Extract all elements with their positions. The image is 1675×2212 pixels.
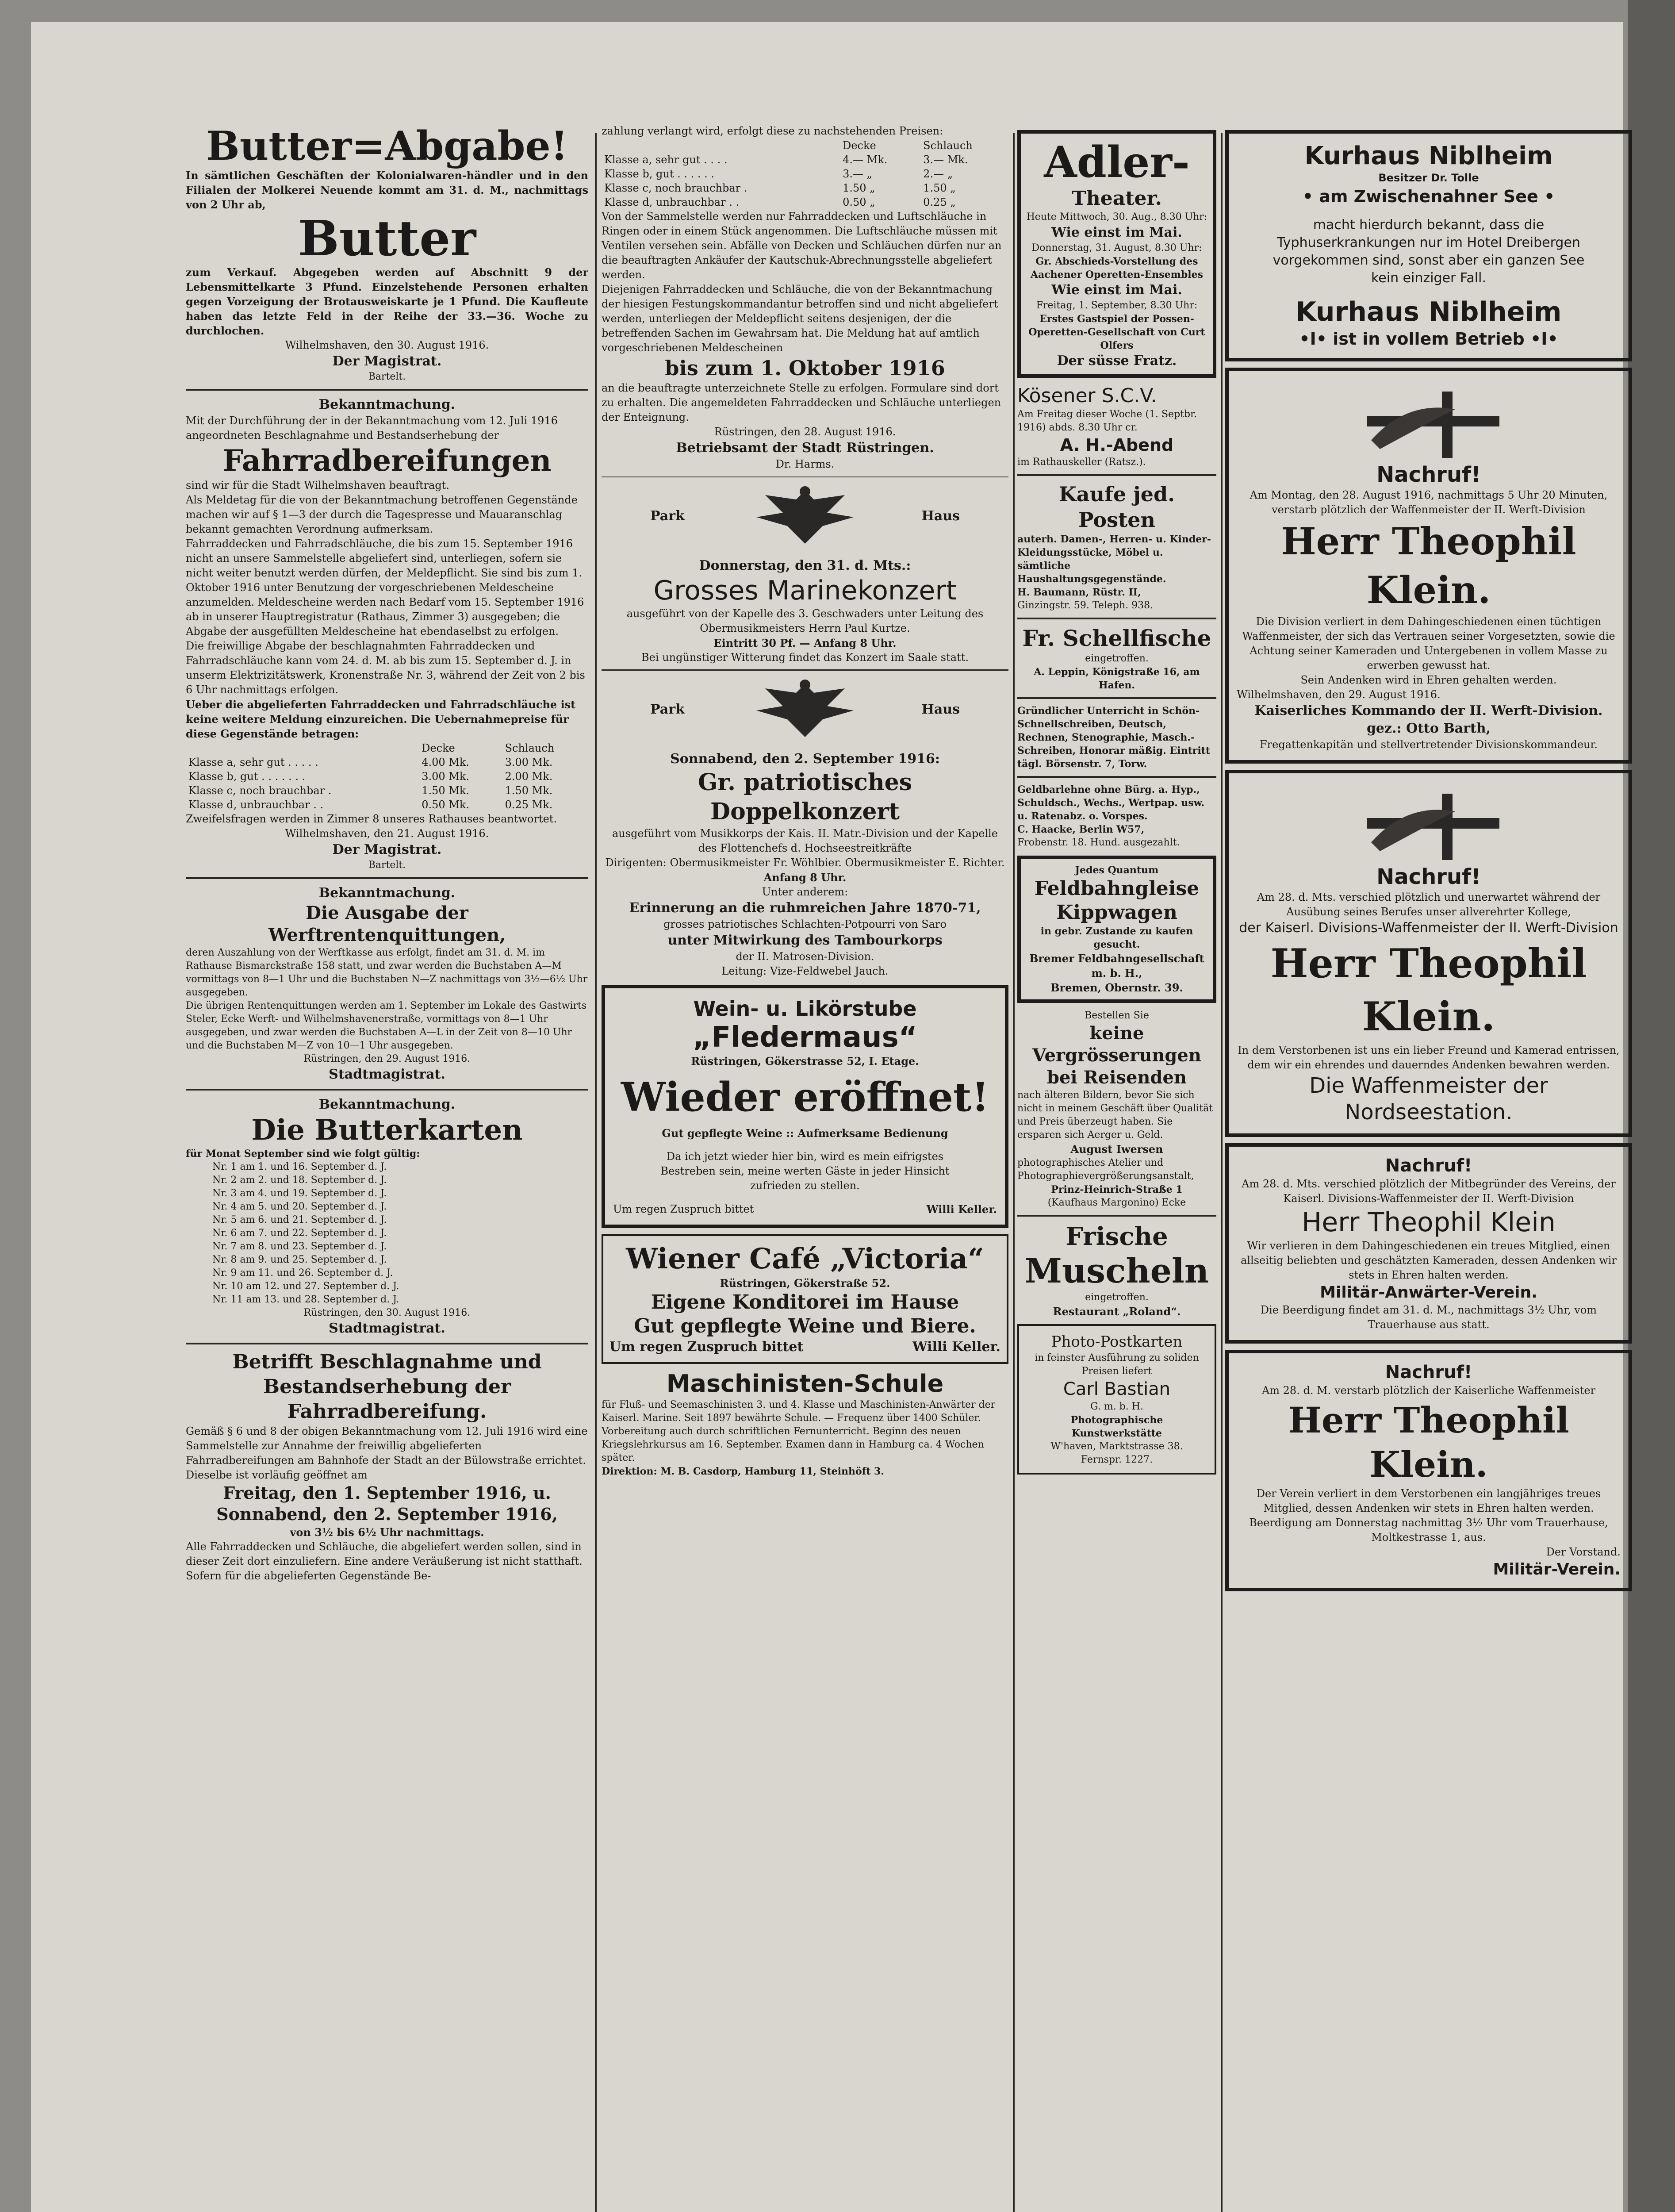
kurhaus-p1: Besitzer Dr. Tolle: [1378, 172, 1479, 184]
vergr-p3: Prinz-Heinrich-Straße 1: [1051, 1184, 1183, 1195]
nachruf-1: [1225, 368, 1632, 764]
adler-t2: Theater.: [1071, 187, 1162, 210]
table-row: Klasse d, unbrauchbar . . 0.50 „ 0.25 „: [604, 196, 956, 208]
butter-intro: In sämtlichen Geschäften der Kolonialwaren-händler und in den Filialen der Molkerei Neuende kommt am 31. d. M., nachmittags von 2 Uhr ab,: [186, 169, 588, 211]
list-item: Nr. 10 am 12. und 27. September d. J.: [212, 1281, 399, 1292]
n4-p3: Beerdigung am Donnerstag nachmittag 3½ Uhr vom Trauerhause, Moltkestrasse 1, aus.: [1249, 1517, 1608, 1544]
butter-date: Wilhelmshaven, den 30. August 1916.: [285, 339, 489, 351]
adler-l6: Freitag, 1. September, 8.30 Uhr:: [1036, 300, 1198, 311]
kurhaus-ad: [1225, 130, 1632, 361]
haus-label: Haus: [921, 702, 960, 717]
fledermaus-p2: Da ich jetzt wieder hier bin, wird es mein eifrigstes Bestreben sein, meine werten Gäste in jeder Hinsicht zufrieden zu stellen.: [660, 1150, 950, 1192]
butter-signature: Der Magistrat.: [332, 353, 442, 369]
cont-p1: zahlung verlangt wird, erfolgt diese zu nachstehenden Preisen:: [602, 125, 943, 137]
n3-p3: Die Beerdigung findet am 31. d. M., nachmittags 3½ Uhr, vom Trauerhause aus statt.: [1260, 1304, 1597, 1331]
kaufe-ad: [1017, 481, 1216, 612]
geld-p1: Geldbarlehne ohne Bürg. a. Hyp., Schuldsch., Wechs., Wertpap. usw. u. Ratenabz. o. Vorspes.: [1017, 784, 1205, 822]
park1-p2: Eintritt 30 Pf. — Anfang 8 Uhr.: [713, 637, 897, 649]
fahrrad-price-table: Decke Schlauch Klasse a, sehr gut . . . . . 4.00 Mk. 3.00 Mk. Klasse b, gut . . . . . . . 3.00 Mk. 2.00 Mk. Klasse c, noch brauchbar . 1.50 Mk. 1.50 Mk. Klasse d, unbrauchbar . . 0.50 Mk. 0.25 Mk.: [186, 741, 588, 812]
fledermaus-p1: Gut gepflegte Weine :: Aufmerksame Bedienung: [662, 1127, 948, 1140]
photo-t1: Photo-Postkarten: [1051, 1333, 1183, 1351]
table-row: Klasse c, noch brauchbar . 1.50 „ 1.50 „: [604, 182, 956, 194]
unterricht-p1: Gründlicher Unterricht in Schön-Schnellschreiben, Deutsch, Rechnen, Stenographie, Masch.-Schreiben, Honorar mäßig. Eintritt tägl. Börsenstr. 7, Torw.: [1017, 705, 1211, 770]
park2-p7: unter Mitwirkung des Tambourkorps: [667, 933, 943, 948]
parkhaus-ad-1: [602, 482, 1008, 665]
muscheln-p2: Restaurant „Roland“.: [1053, 1305, 1181, 1318]
eagle-icon: [739, 675, 871, 741]
feld-t2: Kippwagen: [1056, 901, 1177, 924]
schell-p1: eingetroffen.: [1085, 653, 1149, 664]
parkhaus-ad-2: [602, 675, 1008, 979]
cont-p4: an die beauftragte unterzeichnete Stelle zu erfolgen. Formulare sind dort zu erhalten. Die angemeldeten Fahrraddecken und Schläuche unterliegen der Enteignung.: [602, 382, 1001, 423]
park2-p5: Erinnerung an die ruhmreichen Jahre 1870-71,: [629, 900, 981, 916]
adler-l8: Der süsse Fratz.: [1057, 353, 1177, 369]
muscheln-ad: [1017, 1222, 1216, 1319]
fahrrad-head: Bekanntmachung.: [318, 397, 456, 412]
victoria-p2: Gut gepflegte Weine und Biere.: [634, 1315, 976, 1337]
n2-head: Nachruf!: [1376, 864, 1481, 889]
fledermaus-p3: Um regen Zuspruch bittet: [613, 1203, 754, 1215]
koesener-p1: Am Freitag dieser Woche (1. Septbr. 1916) abds. 8.30 Uhr cr.: [1017, 409, 1197, 433]
kurhaus-p2: • am Zwischenahner See •: [1302, 187, 1555, 206]
n3-p1: Am 28. d. Mts. verschied plötzlich der Mitbegründer des Vereins, der Kaiserl. Divisions-Waffenmeister der II. Werft-Division: [1242, 1178, 1616, 1205]
karten-signature: Stadtmagistrat.: [329, 1321, 445, 1336]
list-item: Nr. 11 am 13. und 28. September d. J.: [212, 1294, 399, 1305]
adler-t1: Adler-: [1044, 137, 1190, 187]
fahrrad-p5: Die freiwillige Abgabe der beschlagnahmten Fahrraddecken und Fahrradschläuche kann vom 24. d. M. ab bis zum 15. September d. J. in unserm Elektrizitätswerk, Kronenstraße Nr. 3, während der Zeit von 2 bis 6 Uhr nachmittags erfolgen.: [186, 640, 585, 696]
vergr-p1: nach älteren Bildern, bevor Sie sich nicht in meinem Geschäft über Qualität und Preis überzeugt haben. Sie ersparen sich Aerger u. Geld.: [1017, 1090, 1213, 1141]
werft-p1: deren Auszahlung von der Werftkasse aus erfolgt, findet am 31. d. M. im Rathause Bismarckstraße 158 statt, und zwar werden die Buchstaben A—M vormittags von 8—1 Uhr und die Buchstaben N—Z nachmittags von 3½—6½ Uhr ausgegeben.: [186, 947, 588, 998]
n1-date: Wilhelmshaven, den 29. August 1916.: [1237, 688, 1441, 701]
cont-price-table: Decke Schlauch Klasse a, sehr gut . . . . 4.— Mk. 3.— Mk. Klasse b, gut . . . . . . 3.— „ 2.— „ Klasse c, noch brauchbar . 1.50 „ 1.50 „ Klasse d, unbrauchbar . . 0.50 „ 0.25 „: [602, 138, 1008, 209]
photo-postkarten-ad: [1017, 1324, 1216, 1475]
eagle-emblem: [602, 675, 1008, 750]
kaufe-p1: auterh. Damen-, Herren- u. Kinder-Kleidungsstücke, Möbel u. sämtliche Haushaltungsgegenstände.: [1017, 534, 1211, 585]
kaufe-title: Kaufe jed. Posten: [1058, 482, 1175, 532]
adler-l1: Heute Mittwoch, 30. Aug., 8.30 Uhr:: [1026, 211, 1207, 223]
park1-date: Donnerstag, den 31. d. Mts.:: [699, 558, 911, 573]
fledermaus-name: Willi Keller.: [926, 1203, 997, 1216]
fledermaus-t1: Wein- u. Likörstube: [693, 997, 917, 1021]
park2-p2: Dirigenten: Obermusikmeister Fr. Wöhlbier. Obermusikmeister E. Richter.: [605, 856, 1005, 869]
fahrrad-p7: Zweifelsfragen werden in Zimmer 8 unseres Rathauses beantwortet.: [186, 813, 557, 825]
geld-name: C. Haacke, Berlin W57,: [1017, 824, 1145, 835]
vergr-p0: Bestellen Sie: [1085, 1010, 1149, 1021]
page-edge: [1628, 0, 1675, 2212]
column-4: [1225, 124, 1632, 1598]
cont-name: Dr. Harms.: [775, 458, 835, 470]
maschin-title: Maschinisten-Schule: [666, 1370, 944, 1398]
fledermaus-big: Wieder eröffnet!: [621, 1074, 989, 1121]
fahrrad-continuation: [602, 124, 1008, 472]
park2-date: Sonnabend, den 2. September 1916:: [670, 751, 940, 767]
feld-t1: Feldbahngleise: [1034, 877, 1200, 900]
n1-head: Nachruf!: [1376, 462, 1481, 487]
list-item: Nr. 9 am 11. und 26. September d. J.: [212, 1267, 393, 1279]
maschin-p1: für Fluß- und Seemaschinisten 3. und 4. Klasse und Maschinisten-Anwärter der Kaiserl. Marine. Seit 1897 bewährte Schule. — Frequenz über 1400 Schüler. Vorbereitung auch durch schriftlichen Fernunterricht. Beginn des neuen Kriegslehrkursus am 16. September. Examen dann in Hamburg ca. 4 Wochen später.: [602, 1399, 996, 1463]
park2-title: Gr. patriotisches Doppelkonzert: [698, 769, 912, 825]
table-row: Klasse a, sehr gut . . . . . 4.00 Mk. 3.00 Mk.: [188, 756, 553, 768]
werft-title: Die Ausgabe der Werftrentenquittungen,: [268, 902, 506, 945]
geld-ad: [1017, 783, 1216, 849]
column-rule: [595, 133, 597, 2212]
beschlag-p1: Gemäß § 6 und 8 der obigen Bekanntmachung vom 12. Juli 1916 wird eine Sammelstelle zur Annahme der freiwillig abgelieferten Fahrradbereifungen am Bahnhofe der Stadt an der Bülowstraße errichtet. Dieselbe ist vorläufig geöffnet am: [186, 1425, 588, 1481]
feld-p2: Bremer Feldbahngesellschaft m. b. H.,: [1029, 952, 1204, 979]
column-rule: [1221, 133, 1223, 2212]
cont-p2: Von der Sammelstelle werden nur Fahrraddecken und Luftschläuche in Ringen oder in einem Stück angenommen. Die Luftschläuche müssen mit Ventilen versehen sein. Abfälle von Decken und Schläuchen dürfen nur an die beauftragten Ankäufer der Kautschuk-Abrechnungsstelle abgeliefert werden.: [602, 210, 1002, 281]
fledermaus-ad: [602, 985, 1008, 1228]
n2-sig: Die Waffenmeister der Nordseestation.: [1309, 1073, 1548, 1125]
haus-label: Haus: [921, 508, 960, 524]
vergr-t2: bei Reisenden: [1047, 1067, 1187, 1088]
adler-l7: Erstes Gastspiel der Possen-Operetten-Gesellschaft von Curt Olfers: [1028, 313, 1205, 351]
fahrrad-signature: Der Magistrat.: [332, 842, 442, 857]
schell-title: Fr. Schellfische: [1022, 625, 1211, 651]
fahrrad-name: Bartelt.: [368, 860, 406, 871]
table-row: Klasse d, unbrauchbar . . 0.50 Mk. 0.25 Mk.: [188, 799, 553, 811]
butter-body: zum Verkauf. Abgegeben werden auf Abschnitt 9 der Lebensmittelkarte 3 Pfund. Einzelstehende Personen erhalten gegen Vorzeigung der Brotausweiskarte je 1 Pfund. Die Kaufleute haben das letzte Feld in der Reihe der 33.—36. Woche zu durchlochen.: [186, 266, 588, 337]
column-2: [602, 124, 1008, 1478]
fledermaus-t2: „Fledermaus“: [693, 1021, 917, 1054]
koesener-p2: im Rathauskeller (Ratsz.).: [1017, 457, 1146, 468]
kurhaus-p3: macht hierdurch bekannt, dass die Typhuserkrankungen nur im Hotel Dreibergen vorgekommen sind, sonst aber ein ganzen See kein einziger Fall.: [1273, 217, 1585, 286]
victoria-p3: Um regen Zuspruch bittet: [609, 1339, 804, 1355]
cont-date: Rüstringen, den 28. August 1916.: [714, 426, 896, 438]
muscheln-p1: eingetroffen.: [1085, 1292, 1149, 1303]
n2-p3: In dem Verstorbenen ist uns ein lieber Freund und Kamerad entrissen, dem wir ein ehrendes und dauerndes Andenken bewahren werden.: [1238, 1044, 1620, 1071]
list-item: Nr. 7 am 8. und 23. September d. J.: [212, 1241, 387, 1252]
kurhaus-t1: Kurhaus Niblheim: [1304, 142, 1553, 170]
fledermaus-addr: Rüstringen, Gökerstrasse 52, I. Etage.: [691, 1055, 919, 1068]
karten-title: Die Butterkarten: [251, 1114, 523, 1147]
n1-sig: Kaiserliches Kommando der II. Werft-Division.: [1254, 703, 1603, 718]
n4-name: Herr Theophil Klein.: [1288, 1399, 1569, 1485]
werft-signature: Stadtmagistrat.: [329, 1067, 445, 1082]
list-item: Nr. 6 am 7. und 22. September d. J.: [212, 1228, 387, 1239]
n3-p2: Wir verlieren in dem Dahingeschiedenen ein treues Mitglied, einen allseitig beliebten und geschätzten Kameraden, dessen Andenken wir stets in Ehren halten werden.: [1241, 1240, 1617, 1281]
photo-p4: W'haven, Marktstrasse 38.: [1050, 1441, 1183, 1452]
fahrrad-notice: [186, 396, 588, 872]
feld-p0: Jedes Quantum: [1075, 864, 1159, 876]
muscheln-t1: Frische: [1066, 1222, 1168, 1251]
schellfische-ad: [1017, 625, 1216, 692]
victoria-ad: [602, 1234, 1008, 1364]
nachruf-4: [1225, 1350, 1632, 1591]
kurhaus-t2: Kurhaus Niblheim: [1296, 296, 1562, 327]
werft-notice: [186, 884, 588, 1083]
photo-p5: Fernspr. 1227.: [1081, 1454, 1153, 1465]
cross-wreath-icon: [1340, 383, 1517, 458]
cont-p3: Diejenigen Fahrraddecken und Schläuche, die von der Bekanntmachung der hiesigen Festungskommandantur betroffen sind und nicht abgeliefert werden, unterliegen der Meldepflicht seitens desjenigen, der die betreffenden Sachen im Gewahrsam hat. Die Meldung hat auf amtlich vorgeschriebenen Meldescheinen: [602, 283, 998, 354]
victoria-addr: Rüstringen, Gökerstraße 52.: [720, 1277, 890, 1290]
feld-p3: Bremen, Obernstr. 39.: [1050, 981, 1183, 994]
photo-p1: in feinster Ausführung zu soliden Preisen liefert: [1035, 1352, 1199, 1377]
karten-date: Rüstringen, den 30. August 1916.: [303, 1307, 471, 1318]
park2-p9: Leitung: Vize-Feldwebel Jauch.: [721, 965, 889, 977]
butter-name: Bartelt.: [368, 371, 406, 382]
koesener-title: Kösener S.C.V.: [1017, 384, 1157, 407]
n4-head: Nachruf!: [1385, 1362, 1472, 1382]
feldbahn-ad: [1017, 856, 1216, 1003]
adler-l5: Wie einst im Mai.: [1051, 282, 1182, 298]
koesener-ad: [1017, 384, 1216, 469]
cont-big: bis zum 1. Oktober 1916: [665, 356, 945, 380]
feld-p1: in gebr. Zustande zu kaufen gesucht.: [1040, 926, 1193, 950]
beschlag-title: Betrifft Beschlagnahme und Bestandserhebung der Fahrradbereifung.: [232, 1351, 542, 1423]
cont-signature: Betriebsamt der Stadt Rüstringen.: [676, 440, 934, 456]
unterricht-ad: [1017, 704, 1216, 771]
adler-l2: Wie einst im Mai.: [1051, 225, 1182, 240]
column-1: [186, 124, 588, 1583]
park1-p1: ausgeführt von der Kapelle des 3. Geschwaders unter Leitung des Obermusikmeisters Herrn Paul Kurtze.: [626, 607, 984, 634]
n3-sig: Militär-Anwärter-Verein.: [1320, 1283, 1537, 1302]
n4-sig2: Militär-Verein.: [1493, 1560, 1621, 1578]
n1-name: Herr Theophil Klein.: [1281, 519, 1576, 612]
butter-title: Butter=Abgabe!: [206, 124, 568, 169]
werft-p2: Die übrigen Rentenquittungen werden am 1. September im Lokale des Gastwirts Steler, Ecke Werft- und Wilhelmshavenerstraße, vormittags von 8—1 Uhr ausgegeben, und zwar werden die Buchstaben A—L in der Zeit von 8—10 Uhr und die Buchstaben M—Z von 10—1 Uhr ausgegeben.: [186, 1000, 587, 1051]
fahrrad-p3: Als Meldetag für die von der Bekanntmachung betroffenen Gegenstände machen wir auf § 1—3 der durch die Tagespresse und Mauaranschlag bekannt gemachten Verordnung aufmerksam.: [186, 494, 578, 535]
column-3: [1017, 124, 1216, 1480]
list-item: Nr. 4 am 5. und 20. September d. J.: [212, 1201, 387, 1212]
kaufe-name: H. Baumann, Rüstr. II,: [1017, 587, 1141, 598]
list-item: Nr. 2 am 2. und 18. September d. J.: [212, 1175, 387, 1186]
table-row: Klasse b, gut . . . . . . 3.— „ 2.— „: [604, 168, 953, 180]
park2-p4: Unter anderem:: [762, 886, 848, 898]
park1-title: Grosses Marinekonzert: [653, 575, 957, 606]
n1-p1: Am Montag, den 28. August 1916, nachmittags 5 Uhr 20 Minuten, verstarb plötzlich der Waffenmeister der II. Werft-Division: [1250, 489, 1608, 516]
vergr-name: August Iwersen: [1070, 1143, 1163, 1156]
fahrrad-p4: Fahrraddecken und Fahrradschläuche, die bis zum 15. September 1916 nicht an unsere Sammelstelle abgeliefert sind, unterliegen, sofern sie nicht weiter benutzt werden dürfen, der Meldepflicht. Sie sind bis zum 1. Oktober 1916 unter Benutzung der vorgeschriebenen Meldescheine anzumelden. Meldescheine werden nach Bedarf vom 15. September 1916 ab in unserer Hauptregistratur (Rathaus, Zimmer 3) ausgegeben; die Abgabe der ausgefüllten Meldescheine hat ebendaselbst zu erfolgen.: [186, 538, 584, 637]
adler-theater-ad: [1017, 130, 1216, 378]
n4-p1: Am 28. d. M. verstarb plötzlich der Kaiserliche Waffenmeister: [1261, 1384, 1596, 1397]
n4-p2: Der Verein verliert in dem Verstorbenen ein langjähriges treues Mitglied, dessen Andenken wir stets in Ehren halten werden.: [1256, 1487, 1601, 1514]
beschlag-p4: Alle Fahrraddecken und Schläuche, die abgeliefert werden sollen, sind in dieser Zeit dort einzuliefern. Eine andere Veräußerung ist nicht statthaft. Sofern für die abgelieferten Gegenstände Be-: [186, 1540, 583, 1582]
victoria-p1: Eigene Konditorei im Hause: [651, 1291, 959, 1313]
table-row: Klasse b, gut . . . . . . . 3.00 Mk. 2.00 Mk.: [188, 770, 553, 783]
list-item: Nr. 3 am 4. und 19. September d. J.: [212, 1188, 387, 1199]
photo-p3: Photographische Kunstwerkstätte: [1070, 1414, 1163, 1439]
adler-l3: Donnerstag, 31. August, 8.30 Uhr:: [1031, 242, 1202, 253]
werft-head: Bekanntmachung.: [318, 885, 456, 901]
park2-p8: der II. Matrosen-Division.: [736, 950, 874, 963]
vergr-p2: photographisches Atelier und Photographievergrößerungsanstalt,: [1017, 1157, 1194, 1182]
beschlag-p2: Freitag, den 1. September 1916, u. Sonnabend, den 2. September 1916,: [216, 1483, 558, 1524]
n1-p2: Die Division verliert in dem Dahingeschiedenen einen tüchtigen Waffenmeister, der sich das Vertrauen seiner Vorgesetzten, sowie die Achtung seiner Kameraden und Untergebenen in vollem Masse zu erwerben gewusst hat.: [1242, 615, 1615, 672]
photo-name: Carl Bastian: [1063, 1379, 1171, 1399]
koesener-big: A. H.-Abend: [1060, 435, 1174, 455]
butterkarten-notice: [186, 1096, 588, 1337]
karten-p1: für Monat September sind wie folgt gültig:: [186, 1148, 420, 1160]
fahrrad-date: Wilhelmshaven, den 21. August 1916.: [285, 827, 489, 840]
park-label: Park: [650, 702, 685, 717]
beschlag-notice: [186, 1350, 588, 1583]
fahrrad-p1: Mit der Durchführung der in der Bekanntmachung vom 12. Juli 1916 angeordneten Beschlagnahme und Bestandserhebung der: [186, 415, 558, 442]
list-item: Nr. 8 am 9. und 25. September d. J.: [212, 1254, 387, 1265]
vergr-t1: keine Vergrösserungen: [1032, 1023, 1201, 1066]
fahrrad-title: Fahrradbereifungen: [222, 443, 552, 478]
maschin-p2: Direktion: M. B. Casdorp, Hamburg 11, Steinhöft 3.: [602, 1466, 884, 1477]
muscheln-t2: Muscheln: [1024, 1251, 1209, 1290]
list-item: Nr. 1 am 1. und 16. September d. J.: [212, 1161, 387, 1172]
nachruf-3: [1225, 1143, 1632, 1344]
butter-big: Butter: [298, 210, 476, 267]
werft-date: Rüstringen, den 29. August 1916.: [303, 1053, 471, 1064]
nachruf-2: [1225, 770, 1632, 1137]
eagle-emblem: [602, 482, 1008, 557]
n1-sig2: gez.: Otto Barth,: [1366, 721, 1491, 736]
n2-p2: der Kaiserl. Divisions-Waffenmeister der II. Werft-Division: [1239, 920, 1618, 936]
geld-p2: Frobenstr. 18. Hund. ausgezahlt.: [1017, 837, 1180, 848]
victoria-title: Wiener Café „Victoria“: [626, 1242, 984, 1275]
fahrrad-p2: sind wir für die Stadt Wilhelmshaven beauftragt.: [186, 479, 450, 492]
n2-name: Herr Theophil Klein.: [1270, 940, 1587, 1040]
park-label: Park: [650, 508, 685, 524]
vergroesserungen-ad: [1017, 1009, 1216, 1210]
park2-p6: grosses patriotisches Schlachten-Potpourri von Saro: [663, 918, 947, 930]
karten-head: Bekanntmachung.: [318, 1097, 456, 1112]
n3-name: Herr Theophil Klein: [1302, 1207, 1556, 1238]
photo-p2: G. m. b. H.: [1090, 1401, 1143, 1412]
n1-p3: Sein Andenken wird in Ehren gehalten werden.: [1300, 674, 1557, 686]
kurhaus-p4: •I• ist in vollem Betrieb •I•: [1299, 329, 1558, 349]
list-item: Nr. 5 am 6. und 21. September d. J.: [212, 1214, 387, 1225]
kaufe-p2: Ginzingstr. 59. Teleph. 938.: [1017, 600, 1154, 611]
victoria-name: Willi Keller.: [912, 1339, 1000, 1355]
beschlag-p3: von 3½ bis 6½ Uhr nachmittags.: [290, 1526, 484, 1539]
schell-p2: A. Leppin, Königstraße 16, am Hafen.: [1034, 666, 1200, 691]
park2-p1: ausgeführt vom Musikkorps der Kais. II. Matr.-Division und der Kapelle des Flottenchefs d. Hochseestreitkräfte: [612, 827, 998, 854]
adler-l4: Gr. Abschieds-Vorstellung des Aachener Operetten-Ensembles: [1030, 256, 1204, 280]
table-row: Klasse c, noch brauchbar . 1.50 Mk. 1.50 Mk.: [188, 784, 553, 797]
maschinisten-ad: [602, 1369, 1008, 1478]
park2-p3: Anfang 8 Uhr.: [763, 871, 847, 884]
n2-p1: Am 28. d. Mts. verschied plötzlich und unerwartet während der Ausübung seines Berufes unser allverehrter Kollege,: [1257, 891, 1601, 918]
n1-sig3: Fregattenkapitän und stellvertretender Divisionskommandeur.: [1260, 738, 1598, 751]
eagle-icon: [739, 482, 871, 548]
column-rule: [1013, 133, 1015, 2212]
n4-sig: Der Vorstand.: [1546, 1546, 1621, 1558]
table-row: Klasse a, sehr gut . . . . 4.— Mk. 3.— Mk.: [604, 154, 968, 166]
butter-notice: [186, 124, 588, 384]
vergr-p4: (Kaufhaus Margonino) Ecke: [1047, 1197, 1186, 1208]
fahrrad-p6: Ueber die abgelieferten Fahrraddecken und Fahrradschläuche ist keine weitere Meldung einzureichen. Die Uebernahmepreise für diese Gegenstände betragen:: [186, 698, 576, 740]
n3-head: Nachruf!: [1385, 1156, 1472, 1176]
cross-wreath-icon: [1340, 785, 1517, 860]
park1-p3: Bei ungünstiger Witterung findet das Konzert im Saale statt.: [641, 651, 969, 664]
